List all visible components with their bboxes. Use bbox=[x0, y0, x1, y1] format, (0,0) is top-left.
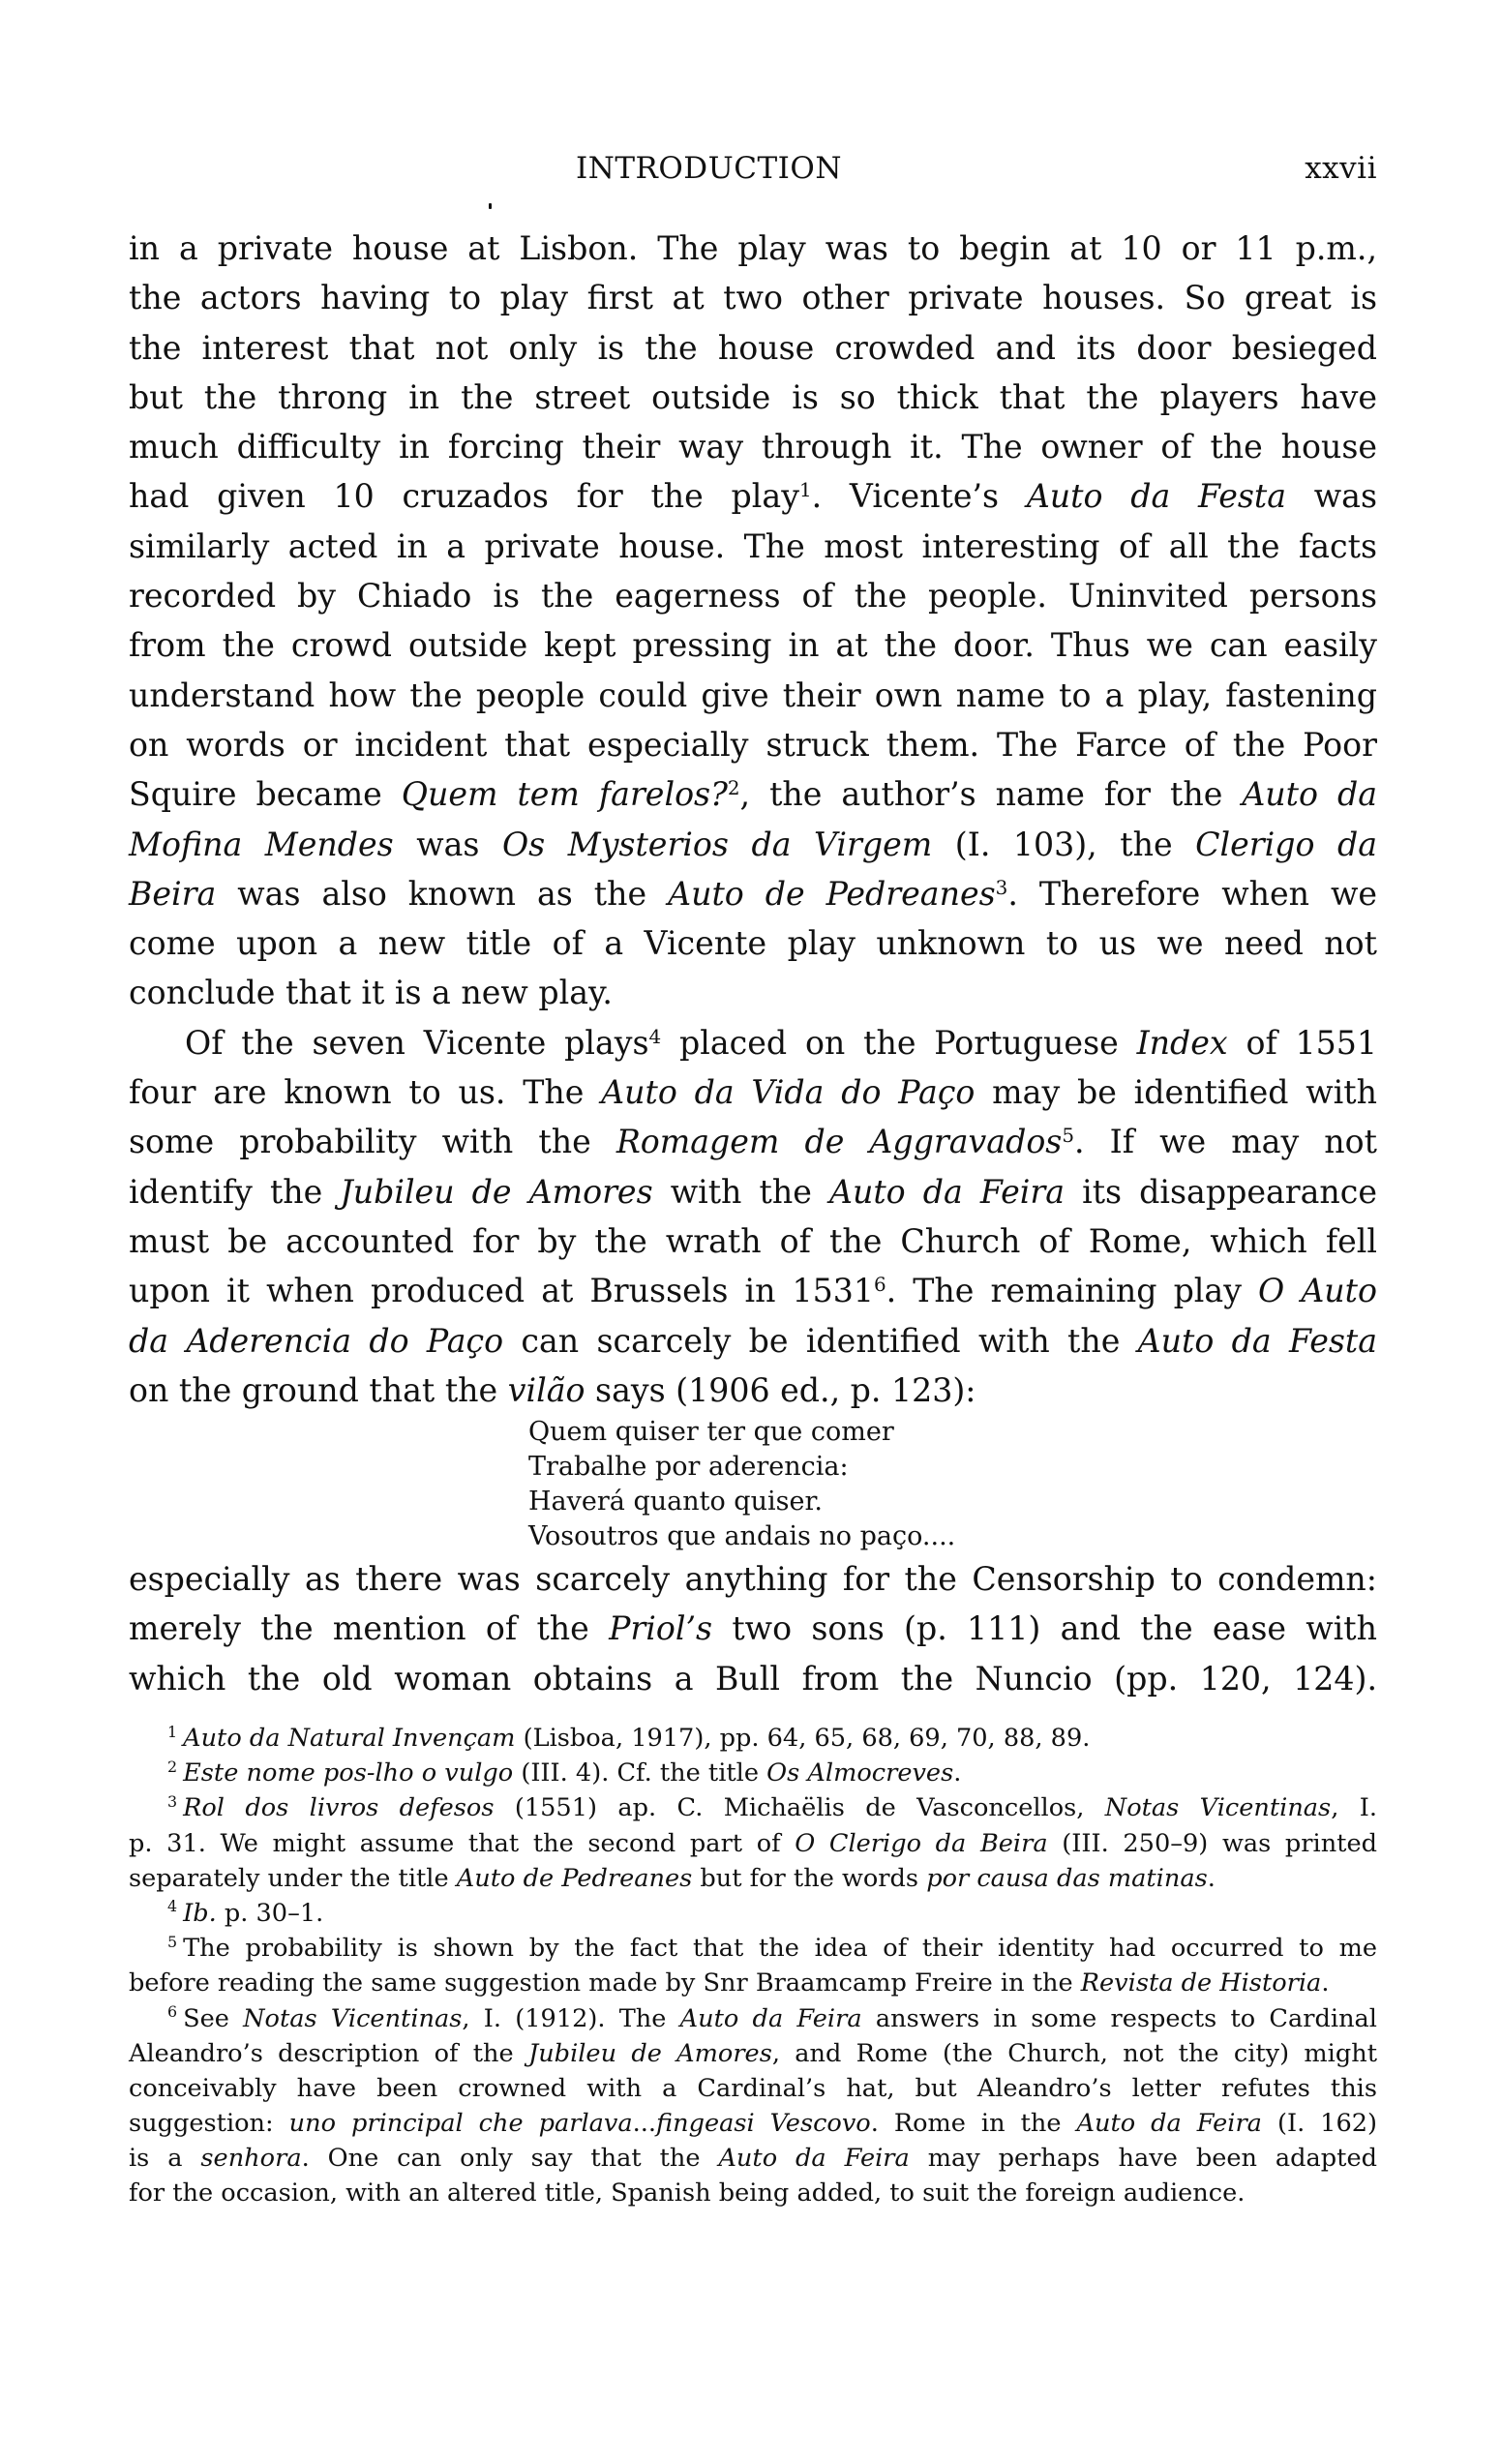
footnotes bbox=[129, 1721, 1377, 2211]
footnote-4 bbox=[129, 1896, 1377, 1931]
paragraph-continuation bbox=[129, 1554, 1377, 1703]
text-line: in a private house at Lisbon. The play was to begin at 10 or 11 p.m., bbox=[129, 229, 1377, 267]
footnote-line: $^1$ Auto da Natural Invençam (Lisboa, 1917), pp. 64, 65, 68, 69, 70, 88, 89. bbox=[167, 1722, 1091, 1754]
footnote-marker: 6 bbox=[167, 2002, 178, 2021]
footnote-line: $^3$ Rol dos livros defesos (1551) ap. C. Michaëlis de Vasconcellos, Notas Vicentinas, I. bbox=[167, 1791, 1377, 1823]
print-speck bbox=[489, 203, 492, 209]
footnote-marker: 4 bbox=[167, 1897, 178, 1916]
text-line: but the throng in the street outside is so thick that the players have bbox=[129, 377, 1377, 416]
text-line: conclude that it is a new play. bbox=[129, 974, 613, 1012]
text-line: had given 10 cruzados for the play$^1$. Vicente’s Auto da Festa was bbox=[129, 477, 1378, 516]
verse-line: Haverá quanto quiser. bbox=[528, 1487, 823, 1517]
text-line: Of the seven Vicente plays$^4$ placed on the Portuguese Index of 1551 bbox=[185, 1023, 1378, 1062]
footnote-line: $^5$ The probability is shown by the fact that the idea of their identity had occurred to me bbox=[167, 1932, 1377, 1964]
text-line: similarly acted in a private house. The most interesting of all the facts bbox=[129, 526, 1377, 565]
text-line: on words or incident that especially struck them. The Farce of the Poor bbox=[129, 725, 1377, 764]
text-line: on the ground that the vilão says (1906 ed., p. 123): bbox=[129, 1370, 976, 1409]
footnote-line: Aleandro’s description of the Jubileu de Amores, and Rome (the Church, not the city) might bbox=[129, 2038, 1377, 2068]
footnote-line: $^2$ Este nome pos-lho o vulgo (III. 4). Cf. the title Os Almocreves. bbox=[167, 1757, 962, 1788]
footnote-marker: 5 bbox=[167, 1932, 178, 1951]
text-line: especially as there was scarcely anything for the Censorship to condemn: bbox=[129, 1560, 1377, 1599]
paragraph-2 bbox=[129, 1018, 1377, 1415]
verse-line: Trabalhe por aderencia: bbox=[528, 1452, 849, 1483]
text-line: Beira was also known as the Auto de Pedreanes$^3$. Therefore when we bbox=[129, 874, 1378, 913]
text-line: merely the mention of the Priol’s two sons (p. 111) and the ease with bbox=[129, 1609, 1378, 1648]
verse-line: Quem quiser ter que comer bbox=[528, 1417, 894, 1448]
text-line: Mofina Mendes was Os Mysterios da Virgem (I. 103), the Clerigo da bbox=[129, 825, 1378, 863]
verse-quotation bbox=[129, 1415, 1377, 1554]
text-line: the interest that not only is the house crowded and its door besieged bbox=[129, 328, 1377, 367]
footnote-marker: 2 bbox=[167, 1757, 178, 1776]
page-number: xxvii bbox=[1305, 151, 1377, 186]
footnote-6 bbox=[129, 2001, 1377, 2211]
footnote-line: before reading the same suggestion made by Snr Braamcamp Freire in the Revista de Historia. bbox=[129, 1968, 1330, 1998]
text-line: recorded by Chiado is the eagerness of the people. Uninvited persons bbox=[129, 577, 1377, 616]
footnote-line: conceivably have been crowned with a Cardinal’s hat, but Aleandro’s letter refutes this bbox=[129, 2073, 1377, 2103]
text-line: upon it when produced at Brussels in 1531$^6$. The remaining play O Auto bbox=[129, 1272, 1377, 1310]
text-line: much difficulty in forcing their way through it. The owner of the house bbox=[129, 428, 1377, 466]
footnote-1 bbox=[129, 1721, 1377, 1756]
footnote-line: $^4$ Ib. p. 30–1. bbox=[167, 1897, 324, 1928]
footnote-marker: 3 bbox=[167, 1791, 178, 1811]
paragraph-1 bbox=[129, 224, 1377, 1018]
footnote-line: suggestion: uno principal che parlava...fingeasi Vescovo. Rome in the Auto da Feira (I. 162) bbox=[129, 2109, 1378, 2139]
text-line: must be accounted for by the wrath of the Church of Rome, which fell bbox=[129, 1221, 1377, 1260]
footnote-line: $^6$ See Notas Vicentinas, I. (1912). The Auto da Feira answers in some respects to Cardinal bbox=[167, 2002, 1377, 2033]
footnote-marker: 1 bbox=[167, 1722, 178, 1741]
text-line: some probability with the Romagem de Aggravados$^5$. If we may not bbox=[129, 1123, 1377, 1161]
text-line: da Aderencia do Paço can scarcely be identified with the Auto da Festa bbox=[129, 1321, 1377, 1360]
footnote-2 bbox=[129, 1756, 1377, 1790]
footnote-line: is a senhora. One can only say that the Auto da Feira may perhaps have been adapted bbox=[129, 2144, 1377, 2174]
text-line: from the crowd outside kept pressing in at the door. Thus we can easily bbox=[129, 626, 1377, 665]
footnote-line: separately under the title Auto de Pedreanes but for the words por causa das matinas. bbox=[129, 1863, 1216, 1893]
running-title: INTRODUCTION bbox=[576, 151, 842, 186]
footnote-line: for the occasion, with an altered title, Spanish being added, to suit the foreign audience. bbox=[129, 2179, 1246, 2209]
footnote-3 bbox=[129, 1790, 1377, 1896]
text-line: identify the Jubileu de Amores with the Auto da Feira its disappearance bbox=[129, 1172, 1377, 1211]
text-line: four are known to us. The Auto da Vida do Paço may be identified with bbox=[129, 1073, 1377, 1112]
running-head bbox=[129, 145, 1377, 194]
text-line: the actors having to play first at two other private houses. So great is bbox=[129, 279, 1377, 317]
text-line: understand how the people could give their own name to a play, fastening bbox=[129, 676, 1377, 714]
book-page bbox=[129, 145, 1378, 2209]
footnote-line: p. 31. We might assume that the second part of O Clerigo da Beira (III. 250–9) was printed bbox=[129, 1828, 1377, 1858]
text-line: come upon a new title of a Vicente play unknown to us we need not bbox=[129, 924, 1377, 963]
text-line: which the old woman obtains a Bull from the Nuncio (pp. 120, 124). bbox=[129, 1659, 1377, 1698]
body-text bbox=[129, 224, 1377, 2211]
text-line: Squire became Quem tem farelos?$^2$, the author’s name for the Auto da bbox=[129, 775, 1377, 814]
footnote-5 bbox=[129, 1931, 1377, 2000]
verse-line: Vosoutros que andais no paço.... bbox=[528, 1521, 956, 1552]
